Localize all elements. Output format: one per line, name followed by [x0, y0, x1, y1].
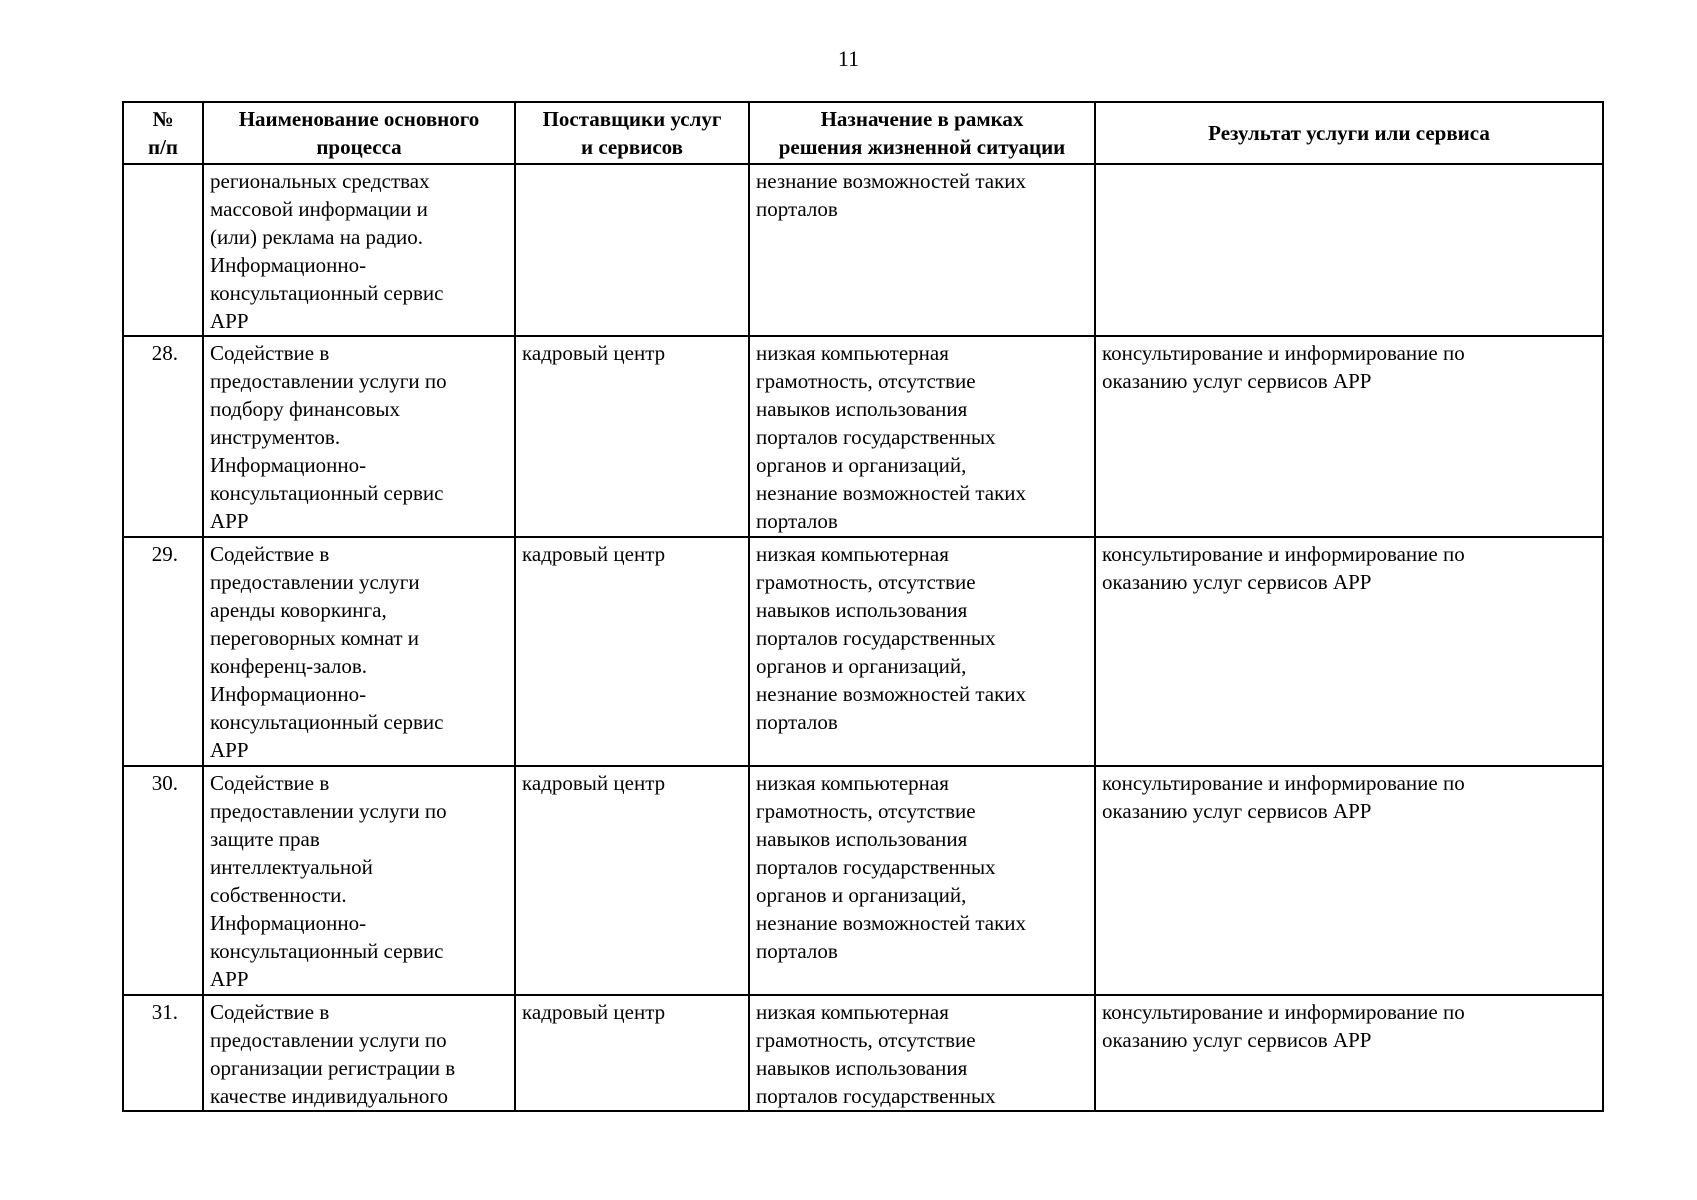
row-purpose: низкая компьютерная грамотность, отсутствие навыков использования порталов государственных органов и организаций, незнание возможностей таких порталов — [749, 766, 1095, 995]
header-provider: Поставщики услуг и сервисов — [515, 102, 749, 164]
row-num: 29. — [123, 537, 203, 766]
row-purpose: низкая компьютерная грамотность, отсутствие навыков использования порталов государственных — [749, 995, 1095, 1111]
row-result: консультирование и информирование по оказанию услуг сервисов АРР — [1095, 995, 1603, 1111]
row-result: консультирование и информирование по оказанию услуг сервисов АРР — [1095, 766, 1603, 995]
row-purpose: незнание возможностей таких порталов — [749, 164, 1095, 336]
header-num: № п/п — [123, 102, 203, 164]
row-result: консультирование и информирование по оказанию услуг сервисов АРР — [1095, 537, 1603, 766]
row-purpose: низкая компьютерная грамотность, отсутствие навыков использования порталов государственных органов и организаций, незнание возможностей таких порталов — [749, 537, 1095, 766]
row-result: консультирование и информирование по оказанию услуг сервисов АРР — [1095, 336, 1603, 537]
row-num: 30. — [123, 766, 203, 995]
row-provider: кадровый центр — [515, 995, 749, 1111]
table-row — [123, 995, 1603, 1111]
table-row — [123, 537, 1603, 766]
row-provider: кадровый центр — [515, 766, 749, 995]
row-process: Содействие в предоставлении услуги аренды коворкинга, переговорных комнат и конференц-залов. Информационно- консультационный сервис АРР — [203, 537, 515, 766]
services-table — [122, 101, 1604, 1112]
page-number: 11 — [837, 46, 860, 71]
header-process: Наименование основного процесса — [203, 102, 515, 164]
table-header-row — [123, 102, 1603, 164]
row-purpose: низкая компьютерная грамотность, отсутствие навыков использования порталов государственных органов и организаций, незнание возможностей таких порталов — [749, 336, 1095, 537]
row-num — [123, 164, 203, 336]
header-result: Результат услуги или сервиса — [1095, 102, 1603, 164]
row-provider: кадровый центр — [515, 336, 749, 537]
row-provider — [515, 164, 749, 336]
row-num: 31. — [123, 995, 203, 1111]
row-process: региональных средствах массовой информации и (или) реклама на радио. Информационно- консультационный сервис АРР — [203, 164, 515, 336]
row-process: Содействие в предоставлении услуги по защите прав интеллектуальной собственности. Информационно- консультационный сервис АРР — [203, 766, 515, 995]
row-result — [1095, 164, 1603, 336]
row-process: Содействие в предоставлении услуги по подбору финансовых инструментов. Информационно- консультационный сервис АРР — [203, 336, 515, 537]
table-row — [123, 766, 1603, 995]
row-provider: кадровый центр — [515, 537, 749, 766]
row-num: 28. — [123, 336, 203, 537]
row-process: Содействие в предоставлении услуги по организации регистрации в качестве индивидуального — [203, 995, 515, 1111]
table-row — [123, 164, 1603, 336]
header-purpose: Назначение в рамках решения жизненной ситуации — [749, 102, 1095, 164]
table-row — [123, 336, 1603, 537]
